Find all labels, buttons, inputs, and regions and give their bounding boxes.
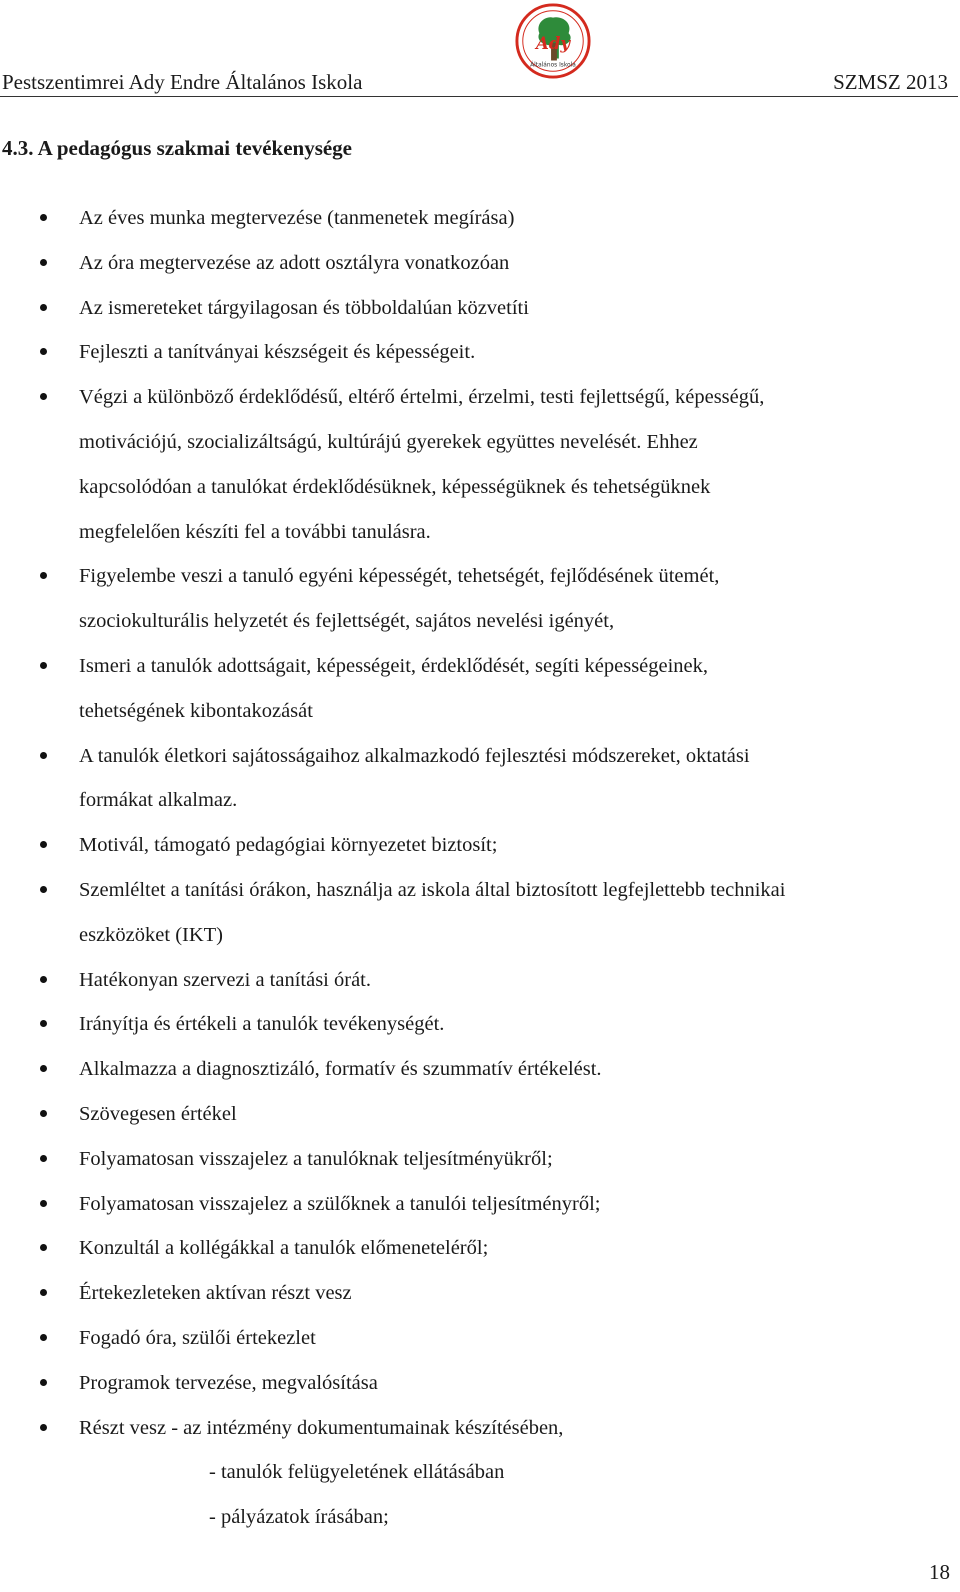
list-item bbox=[40, 823, 950, 868]
list-item bbox=[40, 1137, 950, 1182]
list-item-line: Ismeri a tanulók adottságait, képességeit, érdeklődését, segíti képességeinek, bbox=[79, 654, 709, 677]
list-item bbox=[40, 868, 950, 958]
document-code: SZMSZ 2013 bbox=[833, 70, 948, 94]
list-item-line: kapcsolódóan a tanulókat érdeklődésüknek, képességüknek és tehetségüknek bbox=[79, 475, 711, 498]
list-item bbox=[40, 1226, 950, 1271]
list-item-line: motivációjú, szocializáltságú, kultúrájú gyerekek együttes nevelését. Ehhez bbox=[79, 430, 698, 453]
list-item bbox=[40, 644, 950, 734]
list-subitem-line: - tanulók felügyeletének ellátásában bbox=[209, 1461, 505, 1484]
header-divider bbox=[0, 96, 958, 97]
page-number: 18 bbox=[929, 1560, 950, 1584]
list-item bbox=[40, 196, 950, 241]
page-header bbox=[0, 0, 960, 97]
list-item bbox=[40, 1182, 950, 1227]
list-item bbox=[40, 1271, 950, 1316]
list-item-line: tehetségének kibontakozását bbox=[79, 699, 313, 722]
logo-subtext: Általános Iskola bbox=[530, 62, 576, 69]
section-title: 4.3. A pedagógus szakmai tevékenysége bbox=[2, 136, 353, 160]
list-item-line: Folyamatosan visszajelez a szülőknek a tanulói teljesítményről; bbox=[79, 1192, 601, 1215]
list-item bbox=[40, 1002, 950, 1047]
list-item-line: Konzultál a kollégákkal a tanulók előmeneteléről; bbox=[79, 1237, 489, 1260]
list-item-line: Alkalmazza a diagnosztizáló, formatív és szummatív értékelést. bbox=[79, 1058, 602, 1081]
list-item-line: formákat alkalmaz. bbox=[79, 789, 238, 812]
list-item bbox=[40, 1406, 950, 1540]
duty-list bbox=[40, 196, 950, 1540]
list-item-line: Fejleszti a tanítványai készségeit és képességeit. bbox=[79, 341, 476, 364]
list-item bbox=[40, 286, 950, 331]
logo-text: Ady bbox=[535, 32, 571, 53]
list-item bbox=[40, 330, 950, 375]
list-item bbox=[40, 958, 950, 1003]
list-item-line: Folyamatosan visszajelez a tanulóknak teljesítményükről; bbox=[79, 1147, 553, 1170]
list-item-line: Irányítja és értékeli a tanulók tevékenységét. bbox=[79, 1013, 445, 1036]
list-item-line: Szemléltet a tanítási órákon, használja az iskola által biztosított legfejlettebb technikai bbox=[79, 878, 786, 901]
list-item bbox=[40, 375, 950, 554]
list-subitem-line: - pályázatok írásában; bbox=[209, 1506, 389, 1529]
list-item bbox=[40, 1092, 950, 1137]
list-item bbox=[40, 241, 950, 286]
school-name: Pestszentimrei Ady Endre Általános Iskola bbox=[2, 70, 363, 94]
school-logo bbox=[514, 2, 592, 80]
list-item-line: szociokulturális helyzetét és fejlettségét, sajátos nevelési igényét, bbox=[79, 610, 615, 633]
list-item bbox=[40, 554, 950, 644]
list-item-line: megfelelően készíti fel a további tanulásra. bbox=[79, 520, 431, 543]
list-item-line: A tanulók életkori sajátosságaihoz alkalmazkodó fejlesztési módszereket, oktatási bbox=[79, 744, 750, 767]
list-item-line: Az óra megtervezése az adott osztályra vonatkozóan bbox=[79, 251, 510, 274]
list-item bbox=[40, 734, 950, 824]
list-item-line: Figyelembe veszi a tanuló egyéni képességét, tehetségét, fejlődésének ütemét, bbox=[79, 565, 720, 588]
list-item bbox=[40, 1316, 950, 1361]
list-item-line: Végzi a különböző érdeklődésű, eltérő értelmi, érzelmi, testi fejlettségű, képességű, bbox=[79, 386, 765, 409]
list-item-line: Motivál, támogató pedagógiai környezetet biztosít; bbox=[79, 834, 498, 857]
list-item-line: Programok tervezése, megvalósítása bbox=[79, 1371, 378, 1394]
list-item-line: Fogadó óra, szülői értekezlet bbox=[79, 1326, 316, 1349]
list-item-line: Részt vesz - az intézmény dokumentumainak készítésében, bbox=[79, 1416, 564, 1439]
list-item bbox=[40, 1047, 950, 1092]
list-item-line: Az ismereteket tárgyilagosan és többoldalúan közvetíti bbox=[79, 296, 529, 319]
list-item bbox=[40, 1361, 950, 1406]
list-item-line: Hatékonyan szervezi a tanítási órát. bbox=[79, 968, 371, 991]
list-item-line: eszközöket (IKT) bbox=[79, 923, 224, 946]
list-item-line: Az éves munka megtervezése (tanmenetek megírása) bbox=[79, 207, 515, 229]
list-item-line: Értekezleteken aktívan részt vesz bbox=[79, 1282, 352, 1305]
list-item-line: Szövegesen értékel bbox=[79, 1102, 237, 1125]
